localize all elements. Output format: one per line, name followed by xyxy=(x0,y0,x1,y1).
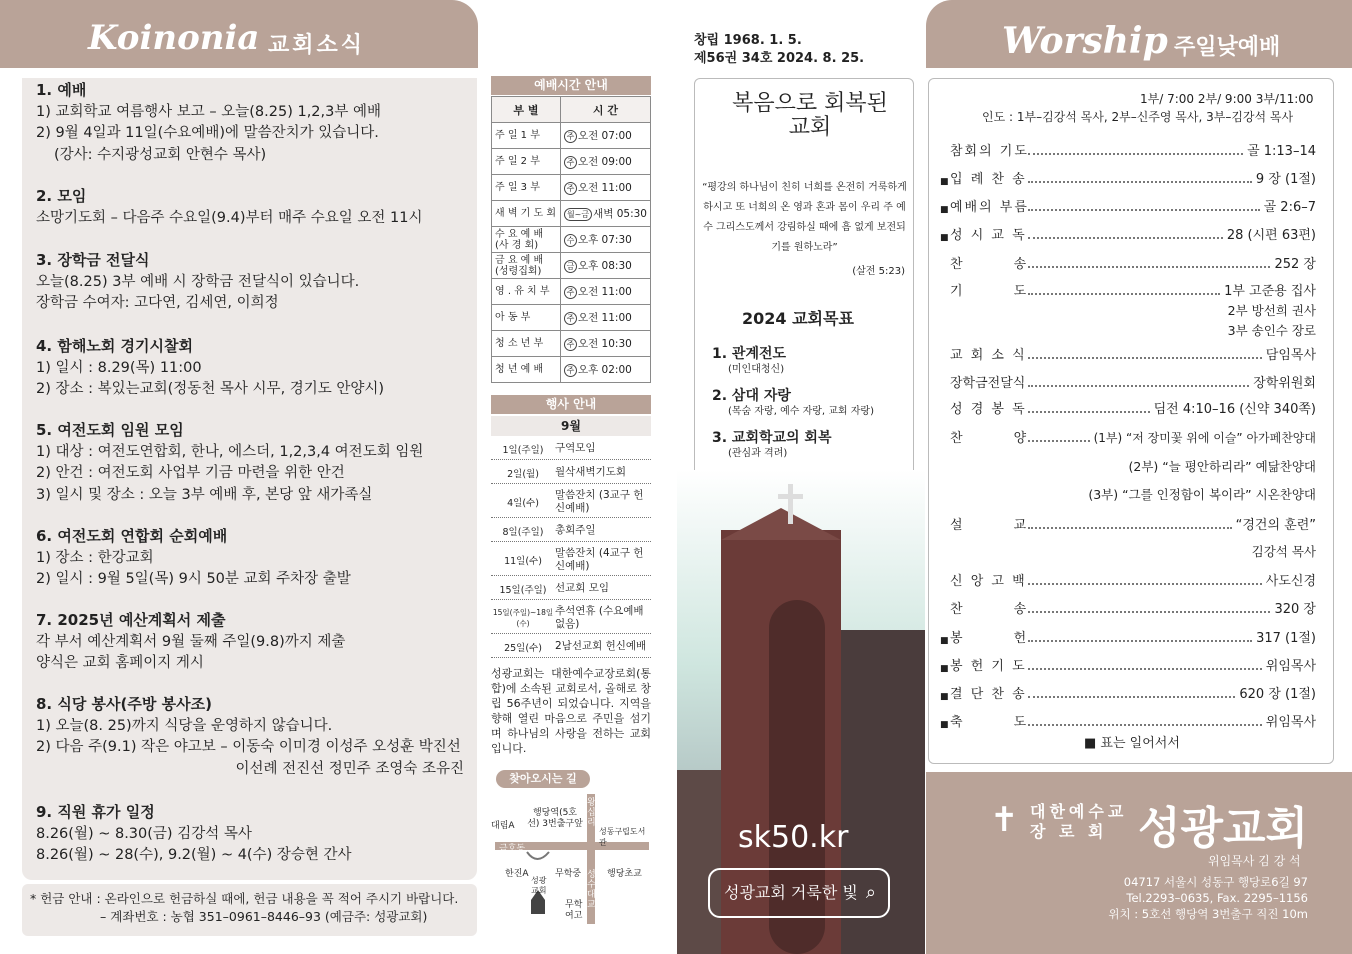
worship-title: Worship xyxy=(1002,20,1168,62)
order-row: 찬 송 320 장 xyxy=(950,602,1316,617)
koinonia-subtitle: 교회소식 xyxy=(268,33,366,58)
day-badge: 주 xyxy=(564,338,577,351)
service-row: 청 년 예 배 주 오후 02:00 xyxy=(492,357,651,383)
bulletin-info: 창립 1968. 1. 5. 제56권 34호 2024. 8. 25. xyxy=(694,33,865,66)
event-row: 1일(주일) 구역모임 xyxy=(491,438,651,460)
offering-notice: * 헌금 안내 : 온라인으로 헌금하실 때에, 헌금 내용을 꼭 적어 주시기 바랍니다. – 계좌번호 : 농협 351–0961–8446–93 (예금주: 성광교회) xyxy=(22,884,477,936)
goal-item: 1. 관계전도 (미인대청신) xyxy=(712,346,787,375)
news-section: 5. 여전도회 임원 모임 1) 대상 : 여전도연합회, 한나, 에스더, 1,2,3,4 여전도회 임원 2) 안건 : 여전도회 사업부 기금 마련을 위한 안건 3) 일시 및 장소 : 오늘 3부 예배 후, 본당 앞 새가족실 xyxy=(36,421,424,503)
order-row: 찬 송 252 장 xyxy=(950,257,1316,272)
service-row: 수 요 예 배 (사 경 회) 수 오후 07:30 xyxy=(492,227,651,253)
senior-pastor: 위임목사 김 강 석 xyxy=(1208,854,1301,868)
events-month: 9월 xyxy=(491,416,651,436)
order-row: ■ 축 도 위임목사 xyxy=(940,715,1316,730)
event-row: 25일(수) 2남선교회 헌신예배 xyxy=(491,636,651,658)
event-row: 2일(월) 월삭새벽기도회 xyxy=(491,462,651,484)
choir-2: (2부) “늘 평안하리라” 예닮찬양대 xyxy=(1128,459,1316,474)
directions-map: 대림A 행당역(5호선) 3번출구앞 왕십리 성동구립도서관 금호동 한진A 무학중 행당초교 성수대교 성광교회 무학여고 xyxy=(491,798,646,921)
news-section: 3. 장학금 전달식 오늘(8.25) 3부 예배 시 장학금 전달식이 있습니다. 장학금 수여자: 고다연, 김세연, 이희정 xyxy=(36,251,360,311)
service-times-table: 부 별 시 간 주 일 1 부 주 오전 07:00 주 일 2 부 주 오전 09:00 주 일 3 부 주 오전 11:00 새 벽 기 도 회 월~금 새벽 05:30 수 요 예 배 (사 경 회) 수 오후 07:30 금 요 예 배 (성령집회) 금 오후 08:30 영 . 유 치 부 주 오전 11:00 아 동 부 주 오전 11:00 청 소 년 부 주 오전 10:30 청 년 예 배 주 오후 02:00 xyxy=(491,96,651,383)
order-row: ■ 봉 헌 기 도 위임목사 xyxy=(940,659,1316,674)
day-badge: 주 xyxy=(564,182,577,195)
worship-subtitle: 주일낮예배 xyxy=(1174,35,1281,60)
order-row: 참회의 기도 골 1:13–14 xyxy=(950,144,1316,159)
event-row: 15일(주일)~18일(수) 추석연휴 (수요예배 없음) xyxy=(491,602,651,634)
preacher: 김강석 목사 xyxy=(1251,544,1316,559)
cross-logo-icon: ✝ xyxy=(990,800,1019,840)
event-row: 8일(주일) 총회주일 xyxy=(491,520,651,542)
koinonia-title: Koinonia xyxy=(88,18,260,58)
order-row: 찬 양 (1부) “저 장미꽃 위에 이슬” 아가페찬양대 xyxy=(950,431,1316,446)
service-row: 주 일 3 부 주 오전 11:00 xyxy=(492,175,651,201)
news-section: 7. 2025년 예산계획서 제출 각 부서 예산계획서 9월 둘째 주일(9.8)까지 제출 양식은 교회 홈페이지 게시 xyxy=(36,611,346,671)
service-row: 아 동 부 주 오전 11:00 xyxy=(492,305,651,331)
service-times-line: 1부/ 7:00 2부/ 9:00 3부/11:00 xyxy=(1140,92,1314,106)
day-badge: 수 xyxy=(564,234,577,247)
goal-item: 3. 교회학교의 회복 (관심과 격려) xyxy=(712,430,832,459)
service-row: 새 벽 기 도 회 월~금 새벽 05:30 xyxy=(492,201,651,227)
theme-verse: “평강의 하나님이 친히 너희를 온전히 거룩하게 하시고 또 너희의 온 영과 혼과 몸이 우리 주 예수 그리스도께서 강림하실 때에 흠 없게 보전되기를 원하노라” xyxy=(702,182,907,253)
news-panel xyxy=(22,78,477,880)
service-row: 금 요 예 배 (성령집회) 금 오후 08:30 xyxy=(492,253,651,279)
map-title: 찾아오시는 길 xyxy=(496,770,590,788)
day-badge: 주 xyxy=(564,286,577,299)
day-badge: 월~금 xyxy=(564,208,592,221)
prayer-3: 3부 송인수 장로 xyxy=(1227,323,1316,338)
search-icon: ⌕ xyxy=(865,882,876,903)
event-row: 15일(주일) 선교회 모임 xyxy=(491,578,651,600)
order-row: ■ 결 단 찬 송 620 장 (1절) xyxy=(940,687,1316,702)
service-row: 주 일 1 부 주 오전 07:00 xyxy=(492,123,651,149)
church-slogan: 복음으로 회복된 교회 xyxy=(732,91,888,140)
day-badge: 주 xyxy=(564,130,577,143)
church-about: 성광교회는 대한예수교장로회(통합)에 소속된 교회로서, 올해로 창립 56주년이 되었습니다. 지역을 향해 열린 마음으로 주민을 섬기며 하나님의 사랑을 전하는 교회입니다. xyxy=(491,667,651,755)
church-name: 성광교회 xyxy=(1138,803,1309,854)
church-url[interactable]: sk50.kr xyxy=(738,820,849,855)
choir-3: (3부) “그를 인정함이 복이라” 시온찬양대 xyxy=(1088,487,1316,502)
day-badge: 주 xyxy=(564,312,577,325)
news-section: 8. 식당 봉사(주방 봉사조) 1) 오늘(8. 25)까지 식당을 운영하지 않습니다. 2) 다음 주(9.1) 작은 야고보 – 이동숙 이미경 이성주 오성훈 박진선 이선례 전진선 정민주 조영숙 조유진 xyxy=(36,695,464,777)
service-times-title: 예배시간 안내 xyxy=(491,76,651,95)
order-row: ■ 성 시 교 독 28 (시편 63편) xyxy=(940,228,1316,243)
order-row: ■ 예배의 부름 골 2:6–7 xyxy=(940,200,1316,215)
denomination: 대한예수교 장 로 회 xyxy=(1030,802,1128,841)
events-title: 행사 안내 xyxy=(491,395,651,414)
prayer-2: 2부 방선희 권사 xyxy=(1227,303,1316,318)
order-row: 성 경 봉 독 딤전 4:10–16 (신약 340쪽) xyxy=(950,402,1316,417)
order-row: 신 앙 고 백 사도신경 xyxy=(950,574,1316,589)
service-row: 청 소 년 부 주 오전 10:30 xyxy=(492,331,651,357)
goals-title: 2024 교회목표 xyxy=(742,309,854,328)
order-row: 교 회 소 식 담임목사 xyxy=(950,348,1316,363)
news-section: 1. 예배 1) 교회학교 여름행사 보고 – 오늘(8.25) 1,2,3부 예배 2) 9월 4일과 11일(수요예배)에 말씀잔치가 있습니다. (강사: 수지광성교회 안현수 목사) xyxy=(36,81,381,163)
service-row: 영 . 유 치 부 주 오전 11:00 xyxy=(492,279,651,305)
church-address: 04717 서울시 성동구 행당로6길 97 Tel.2293–0635, Fax. 2295–1156 위치 : 5호선 행당역 3번출구 직진 10m xyxy=(1108,875,1308,921)
event-row: 11일(수) 말씀잔치 (4교구 헌신예배) xyxy=(491,544,651,576)
event-row: 4일(수) 말씀잔치 (3교구 헌신예배) xyxy=(491,486,651,518)
worship-header xyxy=(926,0,1352,68)
goal-item: 2. 삼대 자랑 (목숨 자랑, 예수 자랑, 교회 자랑) xyxy=(712,388,874,417)
news-section: 6. 여전도회 연합회 순회예배 1) 장소 : 한강교회 2) 일시 : 9월 5일(목) 9시 50분 교회 주차장 출발 xyxy=(36,527,351,587)
stand-note: ■ 표는 일어서서 xyxy=(1084,736,1180,751)
news-section: 4. 함해노회 경기시찰회 1) 일시 : 8.29(목) 11:00 2) 장소 : 복있는교회(정동천 목사 시무, 경기도 안양시) xyxy=(36,337,385,397)
day-badge: 주 xyxy=(564,156,577,169)
search-box[interactable]: 성광교회 거룩한 빛 ⌕ xyxy=(708,868,890,918)
news-section: 9. 직원 휴가 일정 8.26(월) ~ 8.30(금) 김강석 목사 8.26(월) ~ 28(수), 9.2(월) ~ 4(수) 장승현 간사 xyxy=(36,803,352,863)
service-row: 주 일 2 부 주 오전 09:00 xyxy=(492,149,651,175)
day-badge: 금 xyxy=(564,260,577,273)
news-section: 2. 모임 소망기도회 – 다음주 수요일(9.4)부터 매주 수요일 오전 11시 xyxy=(36,187,423,226)
order-row: ■ 봉 헌 317 (1절) xyxy=(940,631,1316,646)
service-leaders: 인도 : 1부–김강석 목사, 2부–신주영 목사, 3부–김강석 목사 xyxy=(982,110,1294,124)
order-row: 장학금전달식 장학위원회 xyxy=(950,376,1316,391)
day-badge: 주 xyxy=(564,364,577,377)
order-row: ■ 입 례 찬 송 9 장 (1절) xyxy=(940,172,1316,187)
order-row: 기 도 1부 고준용 집사 xyxy=(950,284,1316,299)
koinonia-header xyxy=(0,0,478,68)
verse-reference: (살전 5:23) xyxy=(852,266,905,277)
order-row: 설 교 “경건의 훈련” xyxy=(950,518,1316,533)
